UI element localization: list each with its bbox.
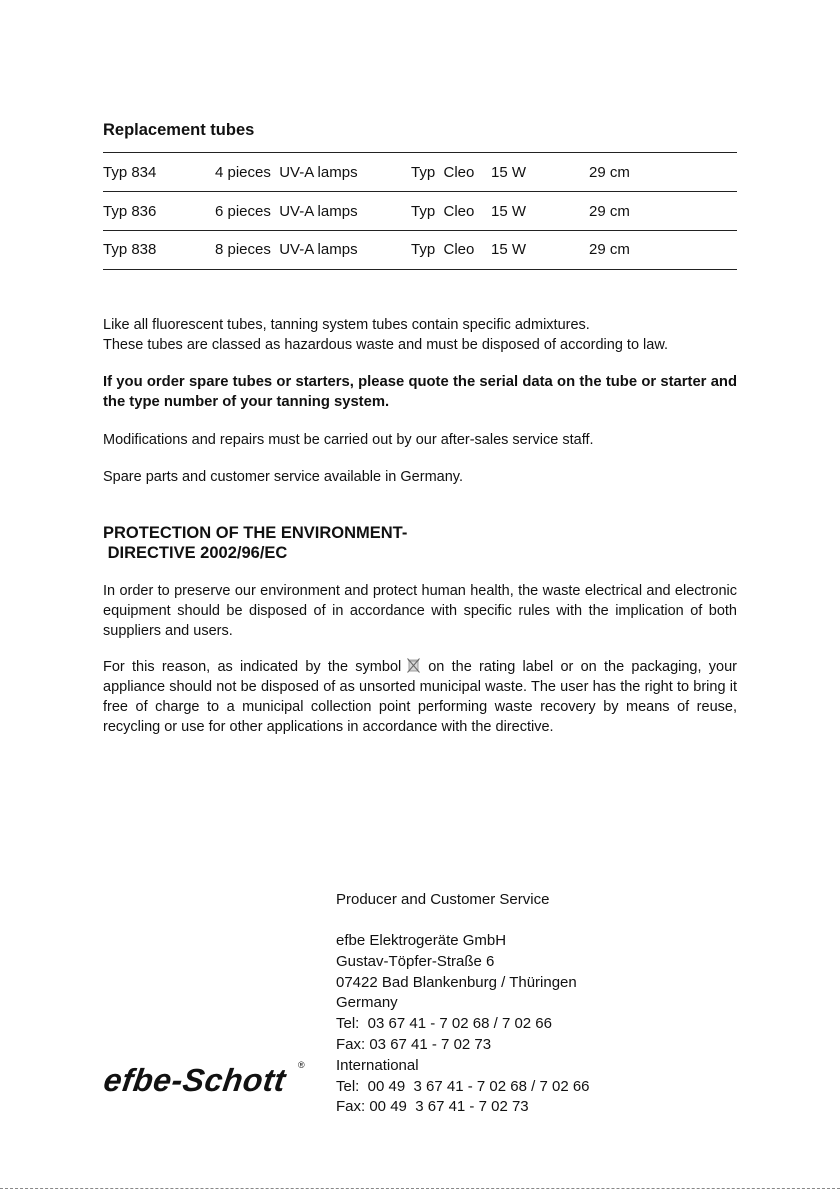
row-tube-type: Typ Cleo: [411, 203, 475, 220]
table-row: [103, 203, 737, 225]
row-length: 29 cm: [589, 241, 630, 258]
company-name: efbe Elektrogeräte GmbH: [336, 932, 507, 949]
row-pieces: 8 pieces UV-A lamps: [215, 241, 358, 258]
tel: Tel: 03 67 41 - 7 02 68 / 7 02 66: [336, 1015, 552, 1033]
table-rule-top: [103, 152, 737, 153]
contact-address: [336, 931, 590, 1118]
street: Gustav-Töpfer-Straße 6: [336, 952, 495, 970]
international-tel: Tel: 00 49 3 67 41 - 7 02 68 / 7 02 66: [336, 1077, 590, 1095]
crossed-bin-icon: [407, 658, 420, 673]
fax: Fax: 03 67 41 - 7 02 73: [336, 1035, 492, 1053]
row-wattage: 15 W: [491, 241, 527, 258]
table-row: [103, 164, 737, 186]
environment-paragraph-1: In order to preserve our environment and protect human health, the waste electrical and electronic equipment should be disposed of in accordance with specific rules with the implication of both suppliers and users.: [103, 583, 737, 639]
registered-mark: ®: [298, 1060, 305, 1070]
page-edge-dashes: [0, 1188, 840, 1189]
symbol-sentence-rest: on the rating label or on the packaging, your appliance should not be disposed of as unsorted municipal waste. The user has the right to bring it free of charge to a municipal collection point performing waste recovery by means of reuse, recycling or use for other applications in accordance with the directive.: [103, 659, 737, 735]
replacement-tubes-title: Replacement tubes: [103, 121, 255, 139]
environment-paragraph-2: [103, 657, 737, 737]
row-tube-type: Typ Cleo: [411, 241, 475, 258]
international-fax: Fax: 00 49 3 67 41 - 7 02 73: [336, 1098, 529, 1116]
environment-title-line-1: PROTECTION OF THE ENVIRONMENT-: [103, 524, 408, 542]
contact-heading: Producer and Customer Service: [336, 891, 550, 908]
brand-logo: efbe-Schott: [101, 1062, 289, 1098]
environment-title-line-2: DIRECTIVE 2002/96/EC: [103, 544, 288, 562]
row-pieces: 6 pieces UV-A lamps: [215, 203, 358, 220]
row-type: Typ 836: [103, 203, 157, 220]
country: Germany: [336, 994, 398, 1012]
repairs-paragraph: Modifications and repairs must be carried out by our after-sales service staff.: [103, 432, 594, 448]
environment-title: [103, 523, 407, 563]
symbol-sentence-start: For this reason, as indicated by the symbol: [103, 659, 402, 675]
row-tube-type: Typ Cleo: [411, 164, 475, 181]
table-row: [103, 241, 737, 263]
row-wattage: 15 W: [491, 203, 527, 220]
international-label: International: [336, 1056, 419, 1074]
disposal-line-2: These tubes are classed as hazardous waste and must be disposed of according to law.: [103, 337, 669, 353]
disposal-line-1: Like all fluorescent tubes, tanning system tubes contain specific admixtures.: [103, 317, 590, 333]
disposal-paragraph: [103, 315, 737, 355]
row-wattage: 15 W: [491, 164, 527, 181]
row-length: 29 cm: [589, 164, 630, 181]
table-rule: [103, 230, 737, 231]
spare-parts-paragraph: Spare parts and customer service available in Germany.: [103, 469, 463, 485]
row-pieces: 4 pieces UV-A lamps: [215, 164, 358, 181]
order-info-paragraph: If you order spare tubes or starters, please quote the serial data on the tube or starter and the type number of your tanning system.: [103, 374, 737, 410]
table-rule: [103, 191, 737, 192]
row-type: Typ 838: [103, 241, 157, 258]
row-type: Typ 834: [103, 164, 157, 181]
row-length: 29 cm: [589, 203, 630, 220]
table-rule-bottom: [103, 269, 737, 270]
city: 07422 Bad Blankenburg / Thüringen: [336, 973, 577, 991]
